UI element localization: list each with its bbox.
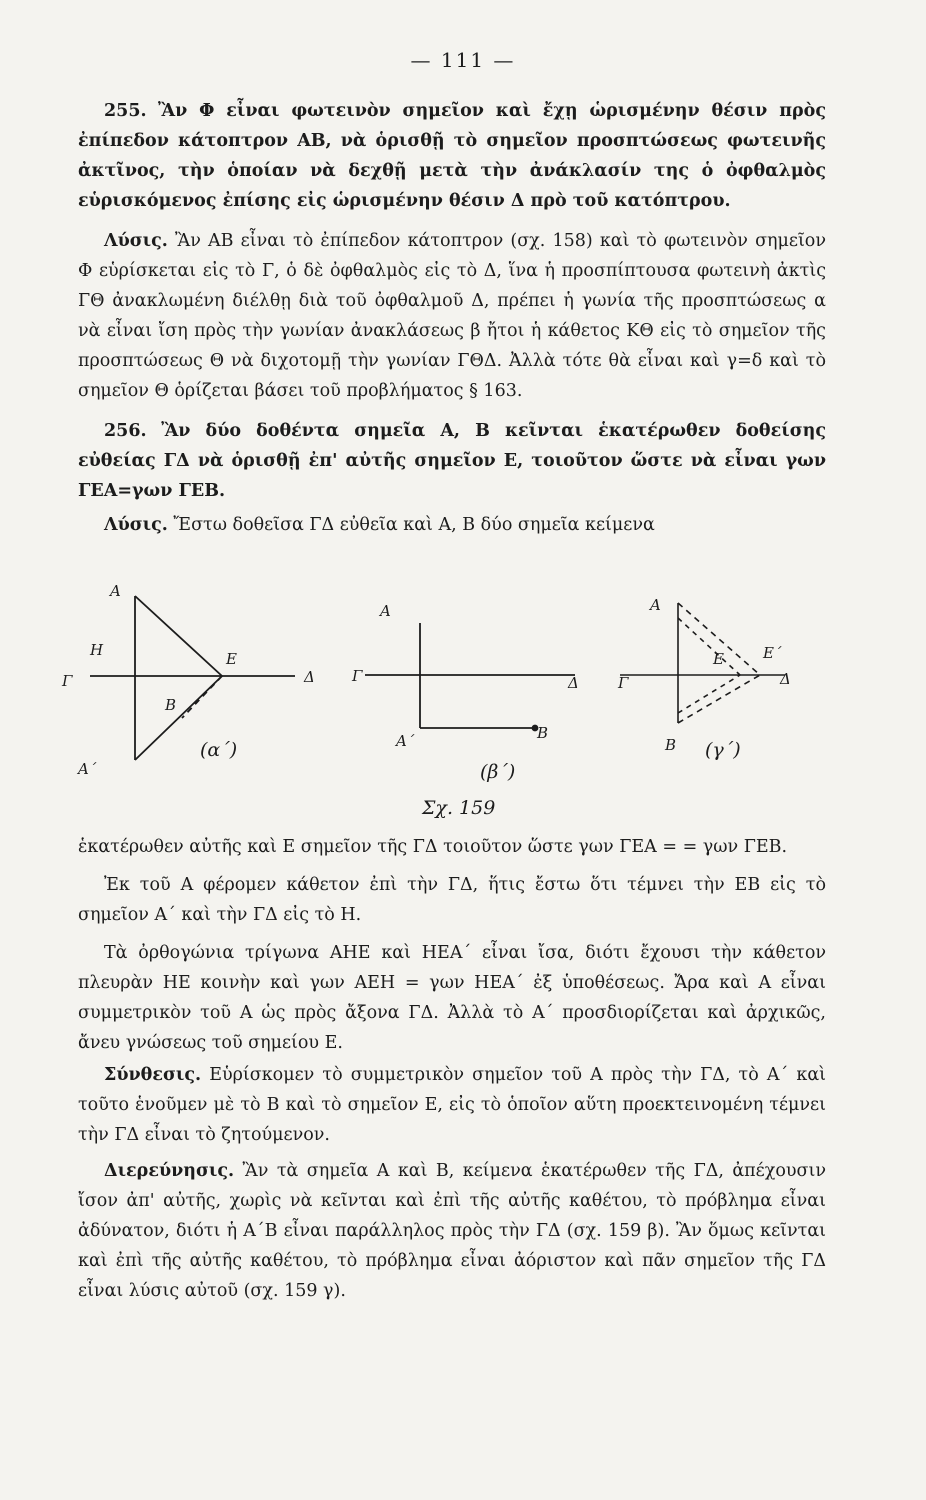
ray-ae-c xyxy=(678,618,740,675)
point-label-a-a: Α xyxy=(110,582,121,600)
ray-be-c xyxy=(678,675,740,713)
point-label-e1-c: Ε΄ xyxy=(763,644,782,662)
solution-label: Λύσις. xyxy=(104,231,168,251)
synthesis-text: Εὑρίσκομεν τὸ συμμετρικὸν σημεῖον τοῦ Α πρὸς τὴν ΓΔ, τὸ Α΄ καὶ τοῦτο ἑνοῦμεν μὲ τὸ Β καὶ τὸ σημεῖον Ε, εἰς τὸ ὁποῖον αὕτη προεκτεινομένη τέμνει τὴν ΓΔ εἶναι τὸ ζητούμενον. xyxy=(78,1065,826,1145)
problem-255-solution xyxy=(78,226,826,406)
problem-256-discussion xyxy=(78,1156,826,1306)
point-label-b-a: Β xyxy=(165,696,177,714)
figure-b xyxy=(365,623,575,731)
figure-caption: Σχ. 159 xyxy=(422,797,496,819)
problem-255 xyxy=(78,96,826,216)
problem-255-number: 255. xyxy=(104,101,147,121)
figure-label-a: (α΄) xyxy=(200,739,238,761)
synthesis-label: Σύνθεσις. xyxy=(104,1065,202,1085)
point-label-d-c: Δ xyxy=(780,670,791,688)
problem-256-para-2: Ἐκ τοῦ Α φέρομεν κάθετον ἐπὶ τὴν ΓΔ, ἥτις ἔστω ὅτι τέμνει τὴν ΕΒ εἰς τὸ σημεῖον Α΄ καὶ τὴν ΓΔ εἰς τὸ Η. xyxy=(78,875,826,925)
point-label-a-b: Α xyxy=(380,602,391,620)
figure-c xyxy=(620,603,785,723)
page-number: — 111 — xyxy=(410,48,516,72)
point-label-e-c: Ε xyxy=(713,650,724,668)
point-label-b-b: Β xyxy=(537,724,549,742)
point-label-g-c: Γ xyxy=(618,674,629,692)
point-label-h-a: Η xyxy=(90,641,104,659)
figure-label-c: (γ΄) xyxy=(705,739,741,761)
point-label-e-a: Ε xyxy=(226,650,237,668)
figure-159 xyxy=(50,578,830,828)
figure-label-b: (β΄) xyxy=(480,761,516,783)
point-label-g-a: Γ xyxy=(62,672,73,690)
ray-ae-a xyxy=(135,596,222,676)
problem-255-statement: Ἂν Φ εἶναι φωτεινὸν σημεῖον καὶ ἔχῃ ὡρισμένην θέσιν πρὸς ἐπίπεδον κάτοπτρον ΑΒ, νὰ ὁρισθῇ τὸ σημεῖον προσπτώσεως φωτεινῆς ἀκτῖνος, τὴν ὁποίαν νὰ δεχθῇ μετὰ τὴν ἀνάκλασίν της ὁ ὀφθαλμὸς εὑρισκόμενος ἐπίσης εἰς ὡρισμένην θέσιν Δ πρὸ τοῦ κατόπτρου. xyxy=(78,101,826,211)
point-label-a1-b: Α΄ xyxy=(396,732,415,750)
discussion-label: Διερεύνησις. xyxy=(104,1161,235,1181)
problem-256-statement: Ἂν δύο δοθέντα σημεῖα Α, Β κεῖνται ἑκατέρωθεν δοθείσης εὐθείας ΓΔ νὰ ὁρισθῇ ἐπ' αὐτῆς σημεῖον Ε, τοιοῦτον ὥστε νὰ εἶναι γων ΓΕΑ=γων ΓΕΒ. xyxy=(78,421,826,501)
problem-256-solution xyxy=(78,510,826,540)
text-block-bottom xyxy=(78,832,826,1306)
point-label-a1-a: Α΄ xyxy=(78,760,97,778)
point-label-g-b: Γ xyxy=(352,667,363,685)
problem-256 xyxy=(78,416,826,506)
text-block-top xyxy=(78,96,826,540)
problem-256-number: 256. xyxy=(104,421,147,441)
problem-255-solution-text: Ἂν ΑΒ εἶναι τὸ ἐπίπεδον κάτοπτρον (σχ. 158) καὶ τὸ φωτεινὸν σημεῖον Φ εὑρίσκεται εἰς τὸ Γ, ὁ δὲ ὀφθαλμὸς εἰς τὸ Δ, ἵνα ἡ προσπίπτουσα φωτεινὴ ἀκτὶς ΓΘ ἀνακλωμένη διέλθῃ διὰ τοῦ ὀφθαλμοῦ Δ, πρέπει ἡ γωνία τῆς προσπτώσεως α νὰ εἶναι ἴση πρὸς τὴν γωνίαν ἀνακλάσεως β ἤτοι ἡ κάθετος ΚΘ εἰς τὸ σημεῖον τῆς προσπτώσεως Θ νὰ διχοτομῇ τὴν γωνίαν ΓΘΔ. Ἀλλὰ τότε θὰ εἶναι καὶ γ=δ καὶ τὸ σημεῖον Θ ὁρίζεται βάσει τοῦ προβλήματος § 163. xyxy=(78,231,826,401)
ray-be1-c xyxy=(678,675,760,723)
discussion-text: Ἂν τὰ σημεῖα Α καὶ Β, κείμενα ἑκατέρωθεν τῆς ΓΔ, ἀπέχουσιν ἴσον ἀπ' αὐτῆς, χωρὶς νὰ κεῖνται καὶ ἐπὶ τῆς αὐτῆς καθέτου, τὸ πρόβλημα εἶναι ἀδύνατον, διότι ἡ Α΄Β εἶναι παράλληλος πρὸς τὴν ΓΔ (σχ. 159 β). Ἂν ὅμως κεῖνται καὶ ἐπὶ τῆς αὐτῆς καθέτου, τὸ πρόβλημα εἶναι ἀόριστον καὶ πᾶν σημεῖον τῆς ΓΔ εἶναι λύσις αὐτοῦ (σχ. 159 γ). xyxy=(78,1161,826,1301)
point-label-b-c: Β xyxy=(665,736,677,754)
point-label-a-c: Α xyxy=(650,596,661,614)
point-label-d-b: Δ xyxy=(568,674,579,692)
point-label-d-a: Δ xyxy=(304,668,315,686)
problem-256-synthesis xyxy=(78,1060,826,1150)
problem-256-solution-start: Ἔστω δοθεῖσα ΓΔ εὐθεῖα καὶ Α, Β δύο σημεῖα κείμενα xyxy=(173,515,655,535)
problem-256-para-3: Τὰ ὀρθογώνια τρίγωνα ΑΗΕ καὶ ΗΕΑ΄ εἶναι ἴσα, διότι ἔχουσι τὴν κάθετον πλευρὰν ΗΕ κοινὴν καὶ γων ΑΕΗ = γων ΗΕΑ΄ ἐξ ὑποθέσεως. Ἄρα καὶ Α εἶναι συμμετρικὸν τοῦ Α ὡς πρὸς ἄξονα ΓΔ. Ἀλλὰ τὸ Α΄ προσδιορίζεται καὶ ἀρχικῶς, ἄνευ γνώσεως τοῦ σημείου Ε. xyxy=(78,943,826,1053)
problem-256-solution-cont: ἑκατέρωθεν αὐτῆς καὶ Ε σημεῖον τῆς ΓΔ τοιοῦτον ὥστε γων ΓΕΑ = = γων ΓΕΒ. xyxy=(78,837,788,857)
solution-label: Λύσις. xyxy=(104,515,168,535)
figure-a xyxy=(90,596,295,760)
figure-159-diagram xyxy=(50,578,830,828)
